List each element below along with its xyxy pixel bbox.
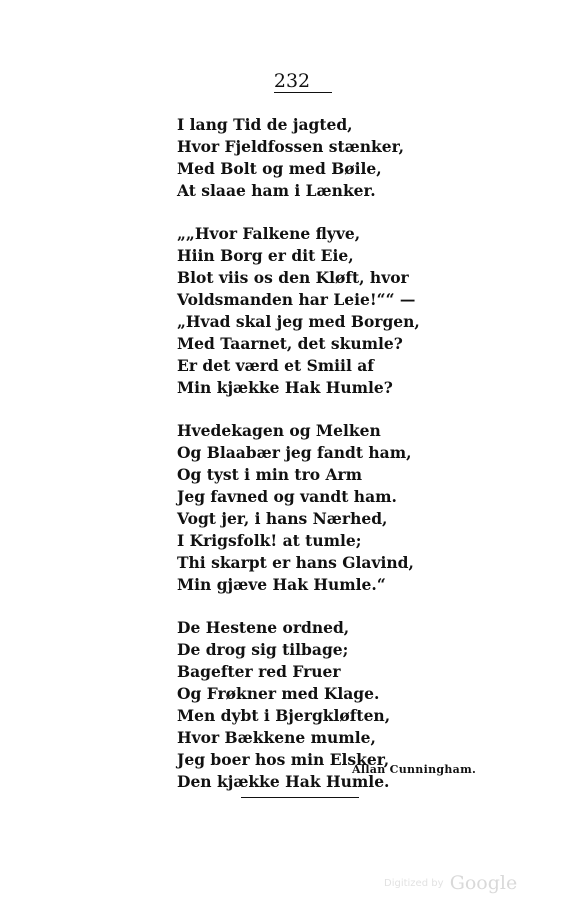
poem-line: Min kjække Hak Humle? [177,378,393,397]
poem-line: Jeg favned og vandt ham. [177,487,397,506]
poem [177,114,437,814]
poem-line: Voldsmanden har Leie!““ — [177,290,416,309]
poem-line: Men dybt i Bjergkløften, [177,706,391,725]
poem-line: Og Blaabær jeg fandt ham, [177,443,412,462]
digitization-watermark [384,872,517,894]
page-number: 232 [273,70,311,92]
poem-line: Er det værd et Smiil af [177,356,374,375]
author-signature: Allan Cunningham. [352,763,477,776]
stanza-1 [177,114,437,202]
stanza-2 [177,223,437,399]
poem-line: Og tyst i min tro Arm [177,465,363,484]
poem-line: Blot viis os den Kløft, hvor [177,268,409,287]
poem-line: „„Hvor Falkene flyve, [177,224,361,243]
poem-line: At slaae ham i Lænker. [177,181,376,200]
poem-line: Min gjæve Hak Humle.“ [177,575,386,594]
poem-line: I lang Tid de jagted, [177,115,353,134]
poem-line: Jeg boer hos min Elsker, [177,750,390,769]
poem-line: Vogt jer, i hans Nærhed, [177,509,388,528]
poem-line: „Hvad skal jeg med Borgen, [177,312,420,331]
poem-line: Med Taarnet, det skumle? [177,334,403,353]
watermark-brand: Google [449,872,518,894]
poem-line: Og Frøkner med Klage. [177,684,380,703]
stanza-3 [177,420,437,596]
poem-line: Den kjække Hak Humle. [177,772,390,791]
page-number-rule [274,92,332,93]
poem-line: Med Bolt og med Bøile, [177,159,382,178]
poem-line: Hvor Bækkene mumle, [177,728,376,747]
poem-line: Bagefter red Fruer [177,662,341,681]
poem-line: Hiin Borg er dit Eie, [177,246,354,265]
watermark-prefix: Digitized by [384,878,444,889]
poem-line: De drog sig tilbage; [177,640,349,659]
poem-line: I Krigsfolk! at tumle; [177,531,362,550]
end-rule [241,797,359,798]
poem-line: Thi skarpt er hans Glavind, [177,553,414,572]
poem-line: Hvedekagen og Melken [177,421,381,440]
poem-line: Hvor Fjeldfossen stænker, [177,137,405,156]
poem-line: De Hestene ordned, [177,618,350,637]
